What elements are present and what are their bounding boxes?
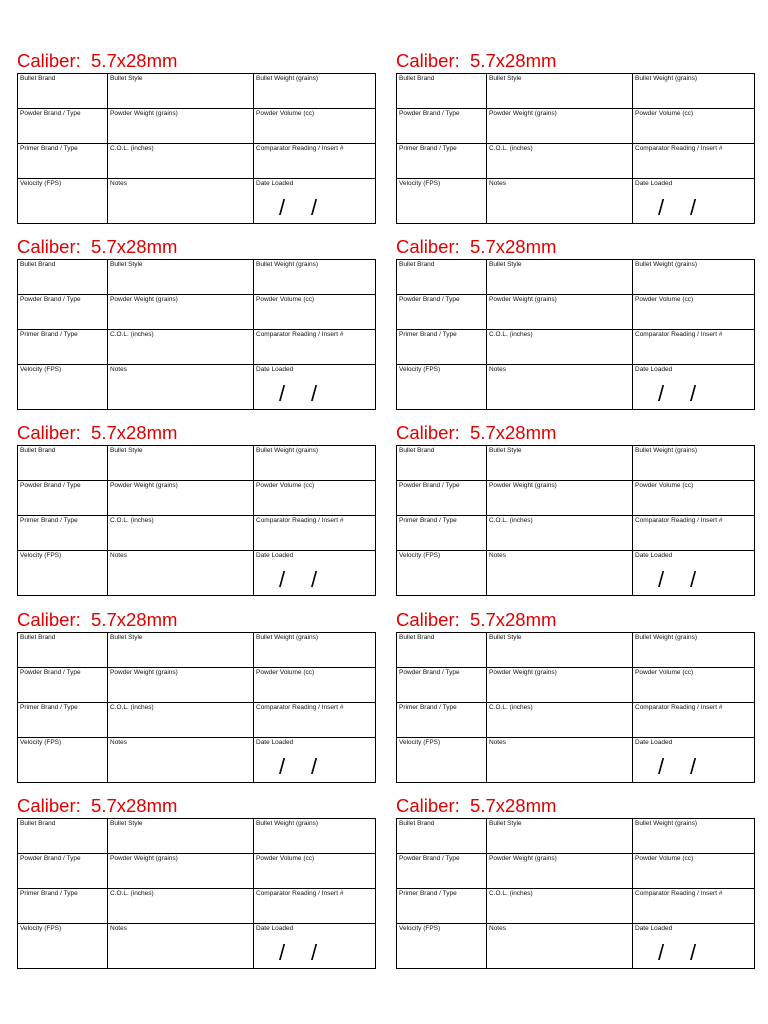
- col-cell: C.O.L. (inches): [487, 144, 633, 179]
- primer-brand-cell: Primer Brand / Type: [397, 144, 487, 179]
- date-loaded-cell: [254, 365, 376, 410]
- powder-volume-cell: Powder Volume (cc): [633, 668, 755, 703]
- caliber-label: Caliber:: [396, 609, 460, 630]
- caliber-heading: [17, 422, 177, 444]
- notes-cell: Notes: [487, 738, 633, 783]
- caliber-value: 5.7x28mm: [91, 609, 178, 630]
- powder-weight-cell: Powder Weight (grains): [487, 481, 633, 516]
- caliber-heading: [396, 609, 556, 631]
- load-data-table: [396, 259, 755, 410]
- bullet-brand-cell: Bullet Brand: [397, 819, 487, 854]
- caliber-label: Caliber:: [396, 422, 460, 443]
- powder-weight-cell: Powder Weight (grains): [487, 295, 633, 330]
- powder-brand-cell: Powder Brand / Type: [397, 481, 487, 516]
- bullet-style-cell: Bullet Style: [487, 74, 633, 109]
- date-loaded-cell: [633, 551, 755, 596]
- date-loaded-label: Date Loaded: [635, 925, 673, 932]
- notes-cell: Notes: [108, 179, 254, 224]
- date-loaded-cell: [633, 924, 755, 969]
- bullet-brand-cell: Bullet Brand: [18, 819, 108, 854]
- bullet-weight-cell: Bullet Weight (grains): [254, 260, 376, 295]
- load-data-table: [396, 818, 755, 969]
- date-slash-mark: /: [311, 381, 318, 406]
- velocity-cell: Velocity (FPS): [397, 179, 487, 224]
- powder-brand-cell: Powder Brand / Type: [18, 854, 108, 889]
- powder-brand-cell: Powder Brand / Type: [18, 109, 108, 144]
- load-data-table: [17, 445, 376, 596]
- caliber-label: Caliber:: [396, 50, 460, 71]
- comparator-cell: Comparator Reading / Insert #: [254, 330, 376, 365]
- bullet-weight-cell: Bullet Weight (grains): [633, 633, 755, 668]
- powder-volume-cell: Powder Volume (cc): [254, 668, 376, 703]
- comparator-cell: Comparator Reading / Insert #: [633, 144, 755, 179]
- comparator-cell: Comparator Reading / Insert #: [254, 703, 376, 738]
- notes-cell: Notes: [487, 365, 633, 410]
- date-loaded-cell: [633, 179, 755, 224]
- date-slash-mark: /: [690, 381, 697, 406]
- powder-weight-cell: Powder Weight (grains): [108, 668, 254, 703]
- powder-volume-cell: Powder Volume (cc): [633, 481, 755, 516]
- bullet-brand-cell: Bullet Brand: [18, 446, 108, 481]
- date-slash-mark: /: [690, 754, 697, 779]
- powder-weight-cell: Powder Weight (grains): [108, 854, 254, 889]
- date-loaded-cell: [254, 738, 376, 783]
- load-data-table: [17, 73, 376, 224]
- date-loaded-label: Date Loaded: [635, 552, 673, 559]
- caliber-value: 5.7x28mm: [91, 50, 178, 71]
- velocity-cell: Velocity (FPS): [397, 738, 487, 783]
- powder-volume-cell: Powder Volume (cc): [254, 481, 376, 516]
- caliber-value: 5.7x28mm: [470, 422, 557, 443]
- notes-cell: Notes: [108, 924, 254, 969]
- load-data-table: [396, 445, 755, 596]
- col-cell: C.O.L. (inches): [108, 330, 254, 365]
- caliber-heading: [17, 50, 177, 72]
- comparator-cell: Comparator Reading / Insert #: [633, 703, 755, 738]
- caliber-label: Caliber:: [17, 50, 81, 71]
- caliber-heading: [396, 422, 556, 444]
- velocity-cell: Velocity (FPS): [18, 179, 108, 224]
- date-loaded-label: Date Loaded: [635, 180, 673, 187]
- velocity-cell: Velocity (FPS): [18, 365, 108, 410]
- bullet-brand-cell: Bullet Brand: [397, 260, 487, 295]
- load-data-table: [396, 632, 755, 783]
- powder-weight-cell: Powder Weight (grains): [108, 109, 254, 144]
- notes-cell: Notes: [108, 551, 254, 596]
- date-slash-mark: /: [311, 940, 318, 965]
- powder-volume-cell: Powder Volume (cc): [633, 109, 755, 144]
- date-loaded-label: Date Loaded: [256, 366, 294, 373]
- powder-brand-cell: Powder Brand / Type: [397, 854, 487, 889]
- col-cell: C.O.L. (inches): [487, 330, 633, 365]
- date-loaded-label: Date Loaded: [256, 739, 294, 746]
- comparator-cell: Comparator Reading / Insert #: [633, 330, 755, 365]
- bullet-weight-cell: Bullet Weight (grains): [254, 633, 376, 668]
- bullet-brand-cell: Bullet Brand: [18, 74, 108, 109]
- date-slash-mark: /: [658, 381, 665, 406]
- powder-weight-cell: Powder Weight (grains): [487, 854, 633, 889]
- bullet-weight-cell: Bullet Weight (grains): [254, 74, 376, 109]
- date-slash-mark: /: [690, 567, 697, 592]
- date-slash-mark: /: [658, 567, 665, 592]
- bullet-style-cell: Bullet Style: [487, 260, 633, 295]
- caliber-value: 5.7x28mm: [91, 236, 178, 257]
- caliber-heading: [17, 236, 177, 258]
- primer-brand-cell: Primer Brand / Type: [397, 889, 487, 924]
- bullet-brand-cell: Bullet Brand: [397, 446, 487, 481]
- bullet-style-cell: Bullet Style: [108, 260, 254, 295]
- col-cell: C.O.L. (inches): [108, 703, 254, 738]
- bullet-brand-cell: Bullet Brand: [397, 74, 487, 109]
- velocity-cell: Velocity (FPS): [18, 924, 108, 969]
- bullet-brand-cell: Bullet Brand: [18, 633, 108, 668]
- primer-brand-cell: Primer Brand / Type: [397, 516, 487, 551]
- col-cell: C.O.L. (inches): [487, 889, 633, 924]
- caliber-label: Caliber:: [396, 795, 460, 816]
- powder-brand-cell: Powder Brand / Type: [18, 668, 108, 703]
- velocity-cell: Velocity (FPS): [397, 551, 487, 596]
- date-loaded-cell: [254, 179, 376, 224]
- powder-weight-cell: Powder Weight (grains): [487, 668, 633, 703]
- bullet-weight-cell: Bullet Weight (grains): [633, 260, 755, 295]
- caliber-heading: [396, 50, 556, 72]
- date-slash-mark: /: [279, 567, 286, 592]
- powder-volume-cell: Powder Volume (cc): [254, 109, 376, 144]
- date-loaded-label: Date Loaded: [635, 739, 673, 746]
- bullet-brand-cell: Bullet Brand: [397, 633, 487, 668]
- date-loaded-label: Date Loaded: [256, 552, 294, 559]
- notes-cell: Notes: [487, 551, 633, 596]
- primer-brand-cell: Primer Brand / Type: [18, 516, 108, 551]
- date-slash-mark: /: [658, 940, 665, 965]
- bullet-weight-cell: Bullet Weight (grains): [633, 446, 755, 481]
- col-cell: C.O.L. (inches): [108, 516, 254, 551]
- caliber-heading: [17, 795, 177, 817]
- load-data-table: [396, 73, 755, 224]
- date-slash-mark: /: [690, 195, 697, 220]
- primer-brand-cell: Primer Brand / Type: [397, 330, 487, 365]
- load-data-table: [17, 632, 376, 783]
- date-loaded-label: Date Loaded: [256, 180, 294, 187]
- caliber-value: 5.7x28mm: [470, 50, 557, 71]
- notes-cell: Notes: [487, 179, 633, 224]
- col-cell: C.O.L. (inches): [108, 889, 254, 924]
- bullet-style-cell: Bullet Style: [108, 819, 254, 854]
- date-loaded-label: Date Loaded: [256, 925, 294, 932]
- caliber-label: Caliber:: [17, 609, 81, 630]
- powder-brand-cell: Powder Brand / Type: [397, 109, 487, 144]
- caliber-heading: [396, 795, 556, 817]
- date-loaded-cell: [254, 551, 376, 596]
- primer-brand-cell: Primer Brand / Type: [18, 889, 108, 924]
- primer-brand-cell: Primer Brand / Type: [18, 144, 108, 179]
- powder-volume-cell: Powder Volume (cc): [254, 295, 376, 330]
- date-slash-mark: /: [279, 381, 286, 406]
- caliber-heading: [17, 609, 177, 631]
- caliber-value: 5.7x28mm: [91, 795, 178, 816]
- col-cell: C.O.L. (inches): [487, 516, 633, 551]
- powder-brand-cell: Powder Brand / Type: [18, 295, 108, 330]
- notes-cell: Notes: [108, 365, 254, 410]
- comparator-cell: Comparator Reading / Insert #: [254, 516, 376, 551]
- date-loaded-label: Date Loaded: [635, 366, 673, 373]
- date-slash-mark: /: [279, 754, 286, 779]
- powder-volume-cell: Powder Volume (cc): [633, 854, 755, 889]
- bullet-style-cell: Bullet Style: [487, 633, 633, 668]
- powder-weight-cell: Powder Weight (grains): [487, 109, 633, 144]
- bullet-brand-cell: Bullet Brand: [18, 260, 108, 295]
- bullet-style-cell: Bullet Style: [108, 446, 254, 481]
- caliber-heading: [396, 236, 556, 258]
- date-slash-mark: /: [311, 195, 318, 220]
- date-loaded-cell: [633, 365, 755, 410]
- bullet-style-cell: Bullet Style: [487, 819, 633, 854]
- bullet-weight-cell: Bullet Weight (grains): [633, 819, 755, 854]
- bullet-weight-cell: Bullet Weight (grains): [254, 446, 376, 481]
- col-cell: C.O.L. (inches): [487, 703, 633, 738]
- velocity-cell: Velocity (FPS): [397, 365, 487, 410]
- caliber-value: 5.7x28mm: [470, 795, 557, 816]
- powder-brand-cell: Powder Brand / Type: [397, 295, 487, 330]
- bullet-weight-cell: Bullet Weight (grains): [633, 74, 755, 109]
- comparator-cell: Comparator Reading / Insert #: [633, 516, 755, 551]
- bullet-style-cell: Bullet Style: [108, 633, 254, 668]
- powder-volume-cell: Powder Volume (cc): [633, 295, 755, 330]
- col-cell: C.O.L. (inches): [108, 144, 254, 179]
- powder-brand-cell: Powder Brand / Type: [18, 481, 108, 516]
- date-loaded-cell: [633, 738, 755, 783]
- primer-brand-cell: Primer Brand / Type: [18, 330, 108, 365]
- caliber-value: 5.7x28mm: [470, 236, 557, 257]
- powder-volume-cell: Powder Volume (cc): [254, 854, 376, 889]
- powder-brand-cell: Powder Brand / Type: [397, 668, 487, 703]
- bullet-weight-cell: Bullet Weight (grains): [254, 819, 376, 854]
- primer-brand-cell: Primer Brand / Type: [18, 703, 108, 738]
- date-slash-mark: /: [658, 195, 665, 220]
- date-slash-mark: /: [311, 567, 318, 592]
- caliber-label: Caliber:: [17, 795, 81, 816]
- primer-brand-cell: Primer Brand / Type: [397, 703, 487, 738]
- notes-cell: Notes: [108, 738, 254, 783]
- date-slash-mark: /: [658, 754, 665, 779]
- comparator-cell: Comparator Reading / Insert #: [254, 144, 376, 179]
- velocity-cell: Velocity (FPS): [397, 924, 487, 969]
- date-slash-mark: /: [279, 940, 286, 965]
- comparator-cell: Comparator Reading / Insert #: [254, 889, 376, 924]
- date-slash-mark: /: [311, 754, 318, 779]
- velocity-cell: Velocity (FPS): [18, 551, 108, 596]
- powder-weight-cell: Powder Weight (grains): [108, 481, 254, 516]
- date-slash-mark: /: [279, 195, 286, 220]
- date-slash-mark: /: [690, 940, 697, 965]
- caliber-label: Caliber:: [396, 236, 460, 257]
- date-loaded-cell: [254, 924, 376, 969]
- caliber-value: 5.7x28mm: [91, 422, 178, 443]
- caliber-label: Caliber:: [17, 422, 81, 443]
- powder-weight-cell: Powder Weight (grains): [108, 295, 254, 330]
- bullet-style-cell: Bullet Style: [487, 446, 633, 481]
- velocity-cell: Velocity (FPS): [18, 738, 108, 783]
- notes-cell: Notes: [487, 924, 633, 969]
- caliber-label: Caliber:: [17, 236, 81, 257]
- load-data-table: [17, 818, 376, 969]
- load-data-table: [17, 259, 376, 410]
- bullet-style-cell: Bullet Style: [108, 74, 254, 109]
- caliber-value: 5.7x28mm: [470, 609, 557, 630]
- comparator-cell: Comparator Reading / Insert #: [633, 889, 755, 924]
